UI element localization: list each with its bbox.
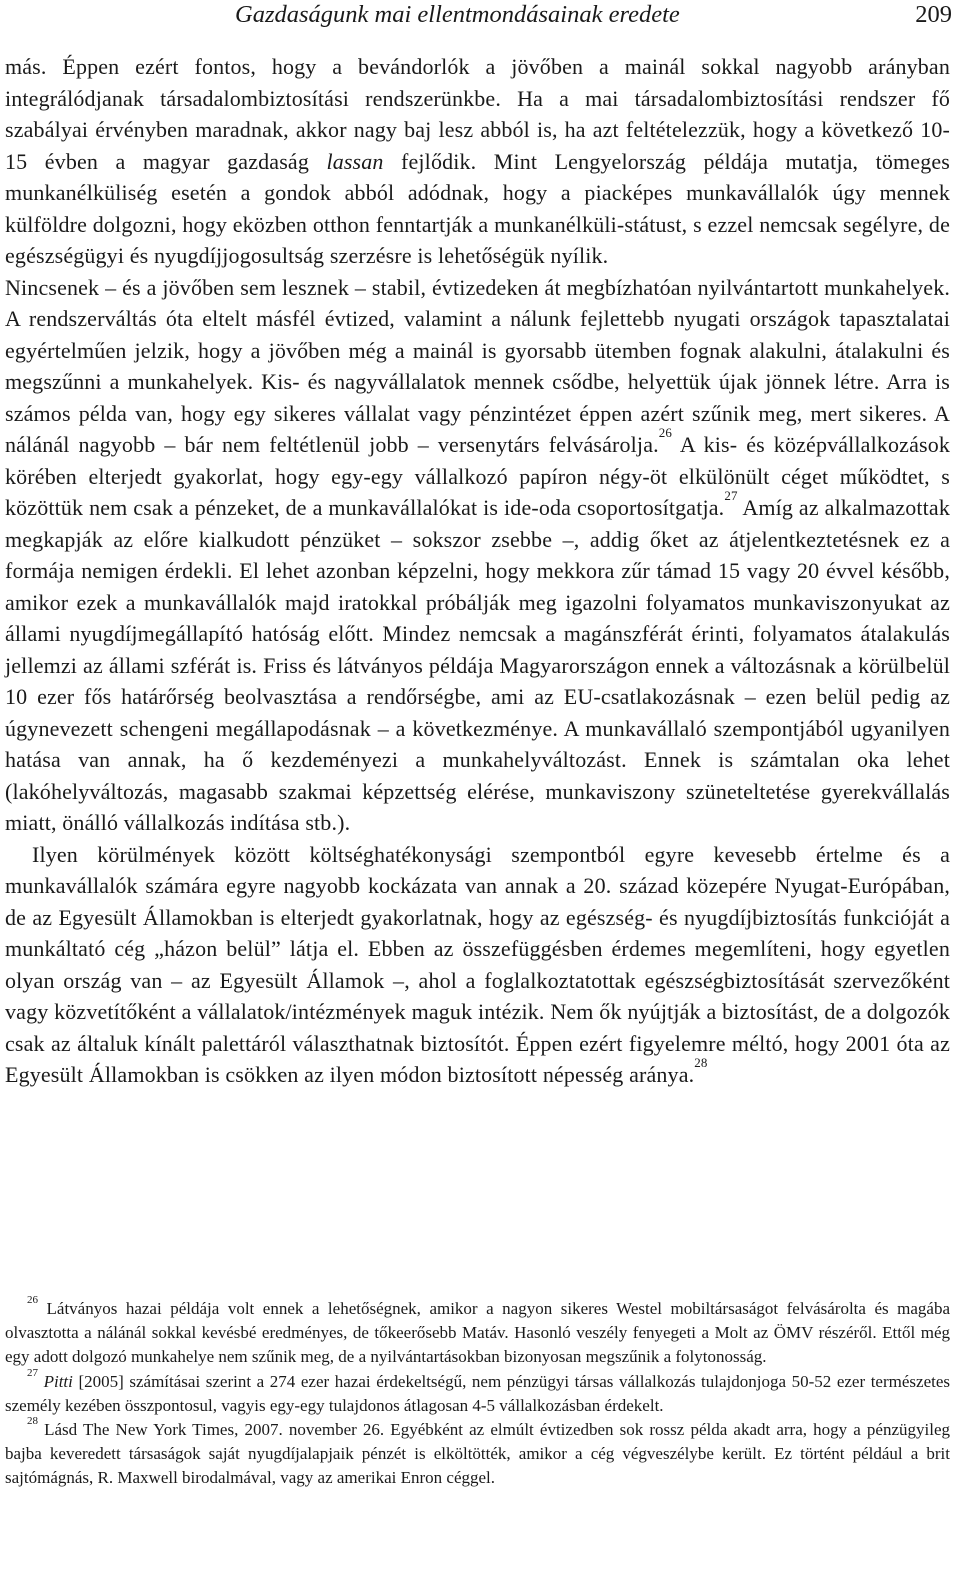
footnote-reference: 27 bbox=[724, 488, 738, 503]
footnote-number: 26 bbox=[27, 1294, 38, 1306]
footnote bbox=[5, 1415, 950, 1491]
body-paragraph bbox=[5, 272, 950, 839]
text-run: Látványos hazai példája volt ennek a lehetőségnek, amikor a nagyon sikeres Westel mobiltársaságot felvásárolta és magába olvasztotta a nálánál sokkal kevésbé eredményes, de tőkeerősebb Matáv. Hasonló veszély fenyegeti a Molt az ÖMV részéről. Ettől még egy adott dolgozó munkahelye nem szűnik meg, de a nyilvántartásokban bizonyosan megszűnik a folytonosság. bbox=[5, 1299, 950, 1367]
emphasized-text: Pitti bbox=[43, 1371, 73, 1391]
body-paragraph bbox=[5, 51, 950, 272]
footnote-number: 27 bbox=[27, 1366, 38, 1379]
text-run: A kis- és középvállalkozások körében elterjedt gyakorlat, hogy egy-egy vállalkozó papíron négy-öt elkülönült céget működtet, s közöttük nem csak a pénzeket, de a munkavállalókat is ide-oda csoportosítgatja. bbox=[5, 432, 950, 520]
footnote bbox=[5, 1294, 950, 1370]
text-run: Nincsenek – és a jövőben sem lesznek – stabil, évtizedeken át megbízhatóan nyilvántartott munkahelyek. A rendszerváltás óta eltelt másfél évtized, valamint a nálunk fejlettebb nyugati országok tapasztalatai egyértelműen jelzik, hogy a jövőben még a mainál is gyorsabb ütemben fognak alakulni, átalakulni és megszűnni a munkahelyek. Kis- és nagyvállalatok mennek csődbe, helyettük újak jönnek létre. Arra is számos példa van, hogy egy sikeres vállalat vagy pénzintézet éppen azért szűnik meg, mert sikeres. A nálánál nagyobb – bár nem feltétlenül jobb – versenytárs felvásárolja. bbox=[5, 274, 950, 457]
running-header bbox=[5, 0, 952, 33]
text-run: fejlődik. Mint Lengyelország példája mutatja, tömeges munkanélküliség esetén a gondok abból adódnak, hogy a piacképes munkavállalók úgy mennek külföldre dolgozni, hogy eközben otthon fenntartják a munkanélküli-státust, s ezzel nemcsak segélyre, de egészségügyi és nyugdíjjogosultság szerzésre is lehetőségük nyílik. bbox=[5, 148, 950, 268]
footnotes bbox=[5, 1294, 950, 1491]
text-run: Ilyen körülmények között költséghatékonysági szempontból egyre kevesebb értelme és a munkavállalók számára egyre nagyobb kockázata van annak a 20. század közepére Nyugat-Európában, de az Egyesült Államokban is elterjedt gyakorlatnak, hogy az egészség- és nyugdíjbiztosítás funkcióját a munkáltató cég „házon belül” látja el. Ebben az összefüggésben érdemes megemlíteni, hogy egyetlen olyan ország van – az Egyesült Államok –, ahol a foglalkoztatottak egészségbiztosítását szervezőként vagy közvetítőként a vállalatok/intézmények maguk intézik. Nem ők nyújtják a biztosítást, de a dolgozók csak az általuk kínált palettáról választhatnak biztosítót. Éppen ezért figyelemre méltó, hogy 2001 óta az Egyesült Államokban is csökken az ilyen módon biztosított népesség aránya. bbox=[5, 841, 950, 1087]
text-run: Lásd The New York Times, 2007. november 26. Egyébként az elmúlt évtizedben sok rossz példa akadt arra, hogy a pénzügyileg bajba keveredett társaságok saját nyugdíjalapjaik pénzét is elköltötték, amikor a cég végveszélybe került. Ez történt például a brit sajtómágnás, R. Maxwell birodalmával, vagy az amerikai Enron céggel. bbox=[5, 1420, 950, 1488]
emphasized-text: lassan bbox=[326, 148, 384, 174]
body-text bbox=[5, 51, 950, 1091]
footnote bbox=[5, 1366, 950, 1418]
text-run: más. Éppen ezért fontos, hogy a bevándorlók a jövőben a mainál sokkal nagyobb arányban integrálódjanak társadalombiztosítási rendszerünkbe. Ha a mai társadalombiztosítási rendszer fő szabályai érvényben maradnak, akkor nagy baj lesz abból is, ha azt feltételezzük, hogy a következő 10-15 évben a magyar gazdaság bbox=[5, 54, 950, 174]
text-run: [2005] számításai szerint a 274 ezer hazai érdekeltségű, nem pénzügyi társas vállalkozás tulajdonjoga 50-52 ezer természetes személy kezében összpontosul, vagyis egy-egy tulajdonos átlagosan 4-5 vállalkozásban érdekelt. bbox=[5, 1371, 950, 1415]
footnote-number: 28 bbox=[27, 1415, 38, 1428]
running-header-title: Gazdaságunk mai ellentmondásainak eredete bbox=[235, 1, 680, 28]
footnote-reference: 28 bbox=[694, 1055, 708, 1070]
footnote-reference: 26 bbox=[658, 425, 673, 440]
text-run: Amíg az alkalmazottak megkapják az előre kialkudott pénzüket – sokszor zsebbe –, addig őket az átjelentkeztetésnek ez a formája nemigen érdekli. El lehet azonban képzelni, hogy mekkora zűr támad 15 vagy 20 évvel később, amikor ezek a munkavállalók majd iratokkal próbálják meg igazolni folyamatos munkaviszonyukat az állami nyugdíjmegállapító hatóság előtt. Mindez nemcsak a magánszférát érinti, folyamatos átalakulás jellemzi az állami szférát is. Friss és látványos példája Magyarországon ennek a változásnak a körülbelül 10 ezer fős határőrség beolvasztása a rendőrségbe, ami az EU-csatlakozásnak – ezen belül pedig az úgynevezett schengeni megállapodásnak – a következménye. A munkavállaló szempontjából ugyanilyen hatása van annak, ha ő kezdeményezi a munkahelyváltozást. Ennek is számtalan oka lehet (lakóhelyváltozás, magasabb szakmai képzettség elérése, munkaviszony szüneteltetése gyerekvállalás miatt, önálló vállalkozás indítása stb.). bbox=[5, 495, 950, 835]
page-number: 209 bbox=[915, 1, 952, 28]
body-paragraph bbox=[5, 839, 950, 1091]
